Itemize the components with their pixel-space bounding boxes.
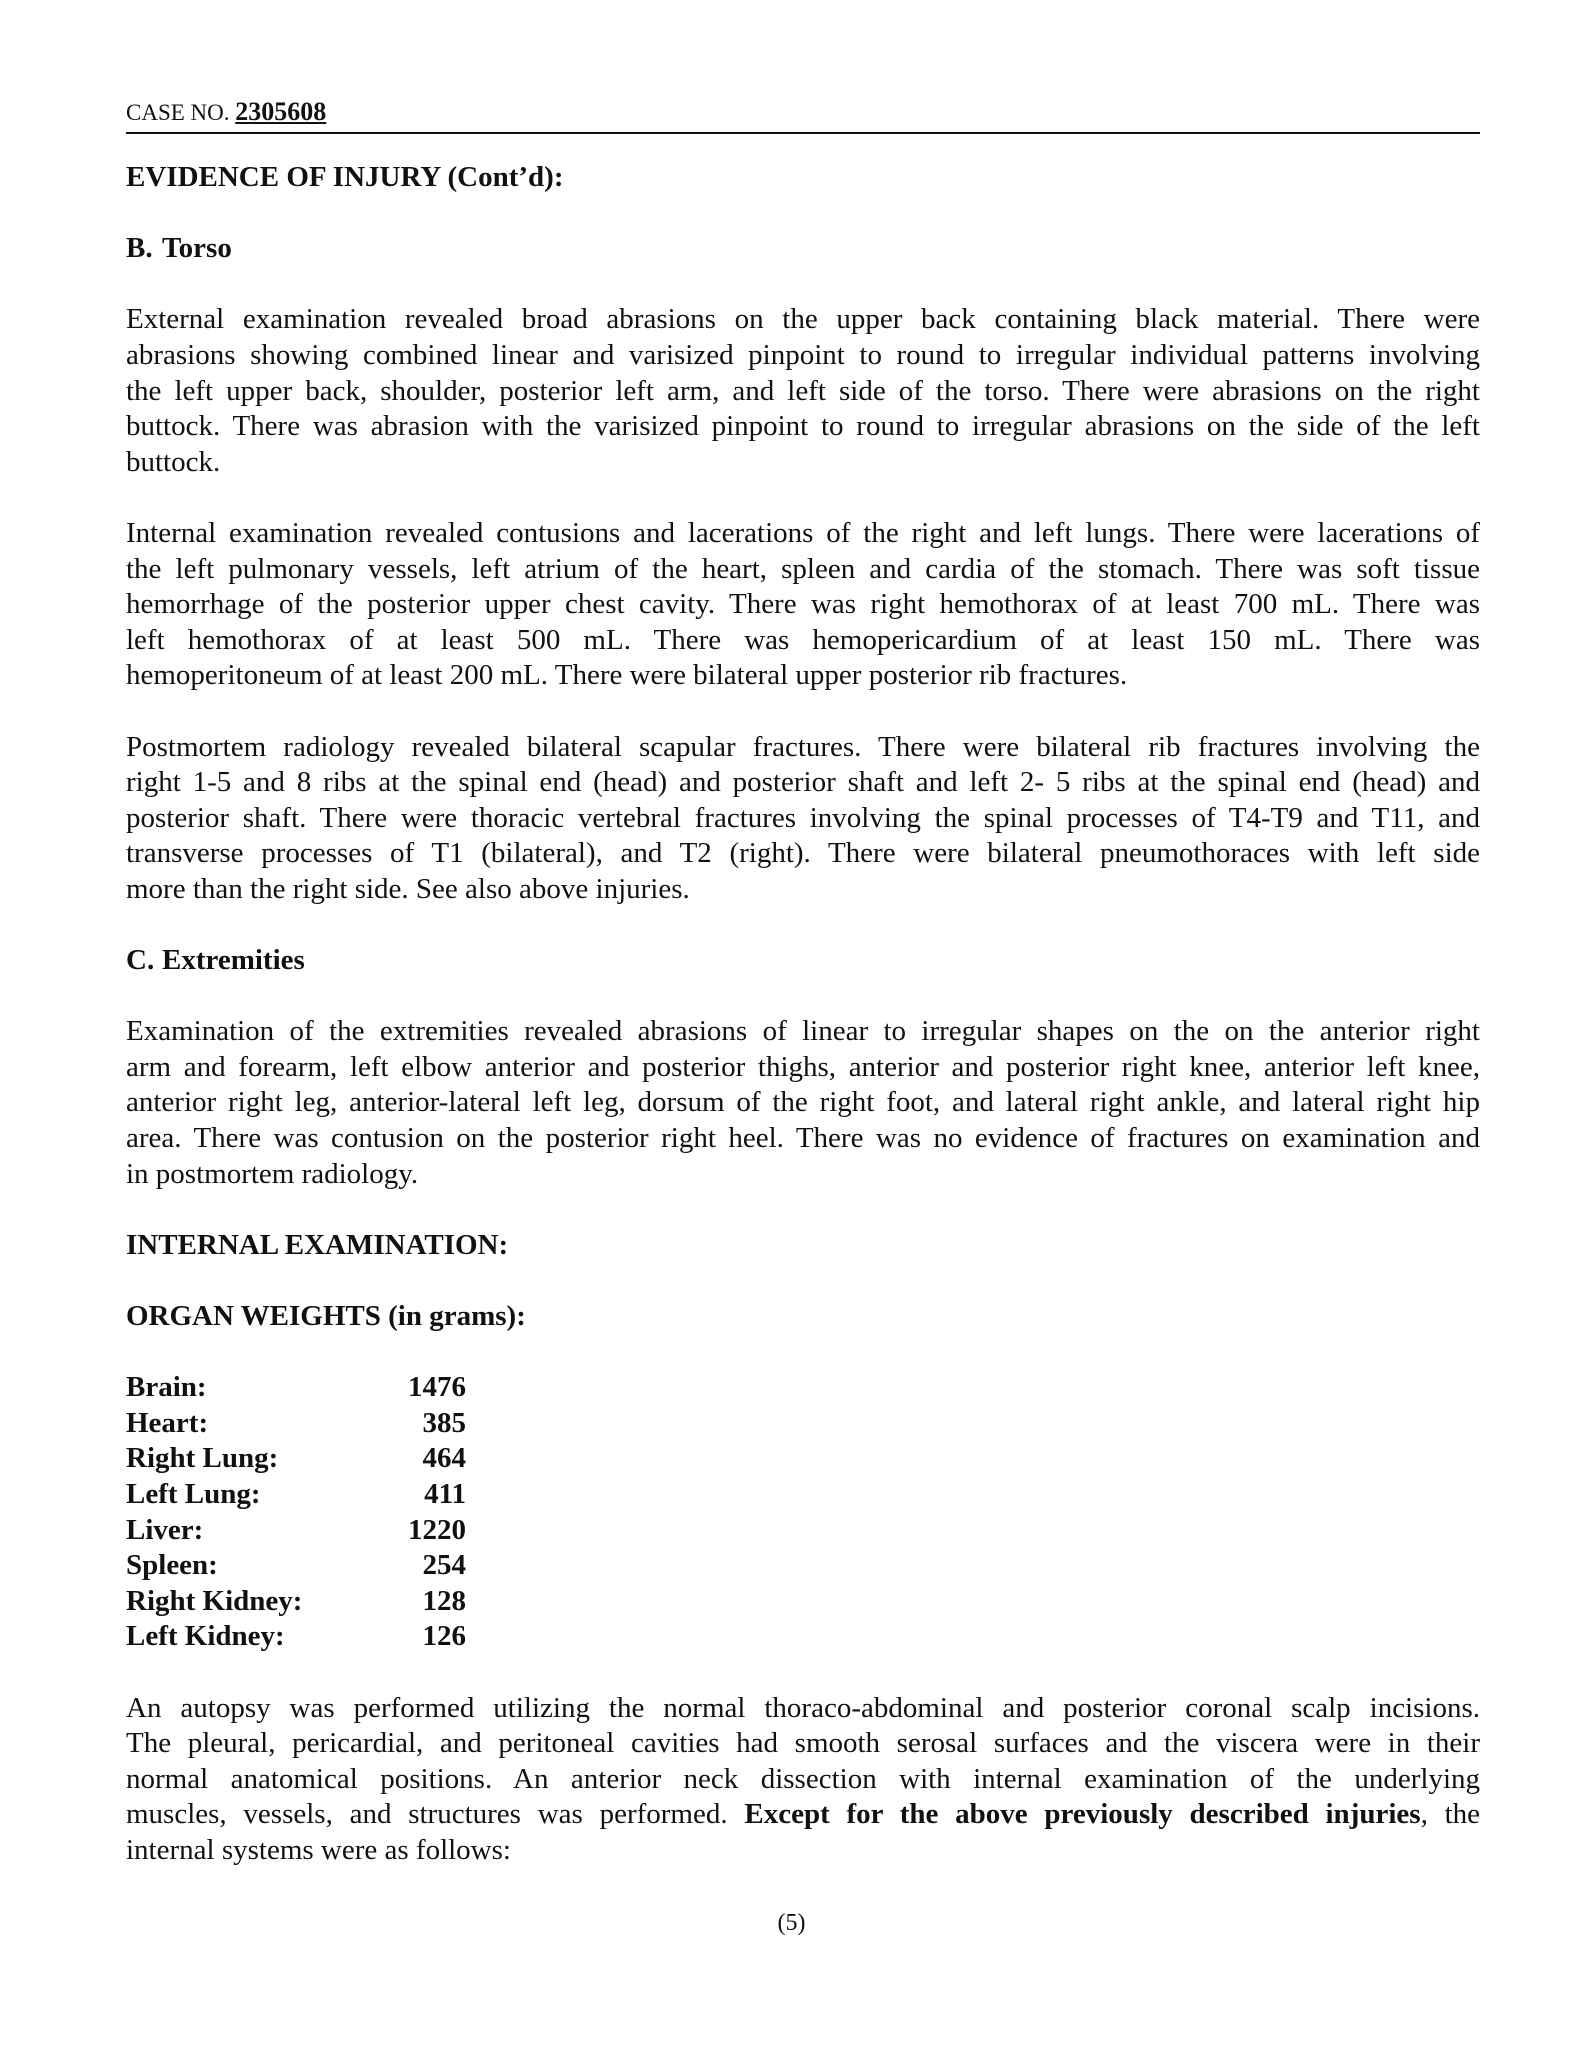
- paragraph-line: Postmortem radiology revealed bilateral scapular fractures. There were bilateral rib fractures involving the: [126, 730, 1480, 763]
- paragraph-line: External examination revealed broad abrasions on the upper back containing black material. There were: [126, 303, 1480, 336]
- organ-weights-table: [126, 1370, 466, 1655]
- case-header: [126, 98, 1480, 134]
- paragraph-line: right 1-5 and 8 ribs at the spinal end (head) and posterior shaft and left 2- 5 ribs at the spinal end (head) and: [126, 766, 1480, 799]
- extremities-letter: C.: [126, 944, 155, 977]
- table-row: [126, 1584, 466, 1620]
- paragraph-line: Internal examination revealed contusions and lacerations of the right and left lungs. There were lacerations of: [126, 516, 1480, 549]
- organ-name: Right Lung:: [126, 1442, 279, 1475]
- paragraph-line: arm and forearm, left elbow anterior and posterior thighs, anterior and posterior right knee, anterior left knee,: [126, 1050, 1480, 1083]
- organ-name: Left Lung:: [126, 1477, 261, 1510]
- organ-name: Right Kidney:: [126, 1584, 303, 1617]
- paragraph-line: the left pulmonary vessels, left atrium of the heart, spleen and cardia of the stomach. There was soft tissue: [126, 552, 1480, 585]
- paragraph-line: normal anatomical positions. An anterior neck dissection with internal examination of the underlying: [126, 1762, 1480, 1795]
- table-row: [126, 1370, 466, 1406]
- extremities-paragraph: [126, 1014, 1480, 1192]
- organ-name: Liver:: [126, 1513, 204, 1546]
- organ-weight: 385: [422, 1406, 466, 1439]
- torso-title: Torso: [162, 232, 232, 265]
- organ-name: Left Kidney:: [126, 1620, 285, 1653]
- organ-weight: 1220: [408, 1513, 466, 1546]
- organ-name: Brain:: [126, 1371, 207, 1404]
- case-number: 2305608: [235, 97, 327, 126]
- paragraph-line: abrasions showing combined linear and varisized pinpoint to round to irregular individual patterns involving: [126, 338, 1480, 371]
- paragraph-line: area. There was contusion on the posterior right heel. There was no evidence of fractures on examination and: [126, 1122, 1480, 1155]
- paragraph-line: left hemothorax of at least 500 mL. There was hemopericardium of at least 150 mL. There was: [126, 623, 1480, 656]
- case-label: CASE NO.: [126, 100, 230, 125]
- paragraph-line: transverse processes of T1 (bilateral), and T2 (right). There were bilateral pneumothoraces with left side: [126, 837, 1480, 870]
- table-row: [126, 1441, 466, 1477]
- document-body: [126, 160, 1480, 1869]
- text-run: , the: [1420, 1798, 1480, 1831]
- organ-weight: 411: [424, 1477, 466, 1510]
- evidence-heading: EVIDENCE OF INJURY (Cont’d):: [126, 161, 564, 193]
- organ-weight: 128: [422, 1584, 466, 1617]
- extremities-title: Extremities: [162, 944, 305, 977]
- internal-examination-heading: INTERNAL EXAMINATION:: [126, 1228, 509, 1261]
- paragraph-line: buttock. There was abrasion with the varisized pinpoint to round to irregular abrasions on the side of the left: [126, 410, 1480, 443]
- text-run: muscles, vessels, and structures was performed.: [126, 1798, 745, 1831]
- torso-letter: B.: [126, 232, 153, 265]
- paragraph-line: hemoperitoneum of at least 200 mL. There were bilateral upper posterior rib fractures.: [126, 659, 1128, 692]
- emphasized-text: Except for the above previously described injuries: [744, 1798, 1421, 1831]
- autopsy-paragraph: [126, 1691, 1480, 1869]
- extremities-heading: [126, 943, 1480, 979]
- torso-internal-paragraph: [126, 516, 1480, 694]
- paragraph-line: more than the right side. See also above injuries.: [126, 872, 690, 905]
- paragraph-line: in postmortem radiology.: [126, 1157, 419, 1190]
- table-row: [126, 1406, 466, 1442]
- table-row: [126, 1548, 466, 1584]
- paragraph-line: anterior right leg, anterior-lateral left leg, dorsum of the right foot, and lateral right ankle, and lateral right hip: [126, 1086, 1480, 1119]
- paragraph-line: buttock.: [126, 445, 221, 478]
- paragraph-line: hemorrhage of the posterior upper chest cavity. There was right hemothorax of at least 700 mL. There was: [126, 588, 1480, 621]
- paragraph-line: An autopsy was performed utilizing the normal thoraco-abdominal and posterior coronal scalp incisions.: [126, 1691, 1480, 1724]
- paragraph-line: the left upper back, shoulder, posterior left arm, and left side of the torso. There were abrasions on the right: [126, 374, 1480, 407]
- table-row: [126, 1619, 466, 1655]
- torso-heading: [126, 231, 1480, 267]
- organ-weight: 254: [422, 1549, 466, 1582]
- paragraph-line: posterior shaft. There were thoracic vertebral fractures involving the spinal processes of T4-T9 and T11, and: [126, 801, 1480, 834]
- paragraph-line-mixed: [126, 1797, 1480, 1833]
- table-row: [126, 1513, 466, 1549]
- organ-weight: 126: [422, 1620, 466, 1653]
- torso-radiology-paragraph: [126, 730, 1480, 908]
- page-number: (5): [777, 1910, 806, 1936]
- organ-name: Spleen:: [126, 1549, 218, 1582]
- paragraph-line: Examination of the extremities revealed abrasions of linear to irregular shapes on the on the anterior right: [126, 1015, 1480, 1048]
- paragraph-line: internal systems were as follows:: [126, 1833, 511, 1866]
- paragraph-line: The pleural, pericardial, and peritoneal cavities had smooth serosal surfaces and the viscera were in their: [126, 1727, 1480, 1760]
- table-row: [126, 1477, 466, 1513]
- torso-external-paragraph: [126, 302, 1480, 480]
- organ-weight: 464: [422, 1442, 466, 1475]
- organ-weights-heading: ORGAN WEIGHTS (in grams):: [126, 1300, 526, 1332]
- organ-weight: 1476: [408, 1371, 466, 1404]
- organ-name: Heart:: [126, 1406, 209, 1439]
